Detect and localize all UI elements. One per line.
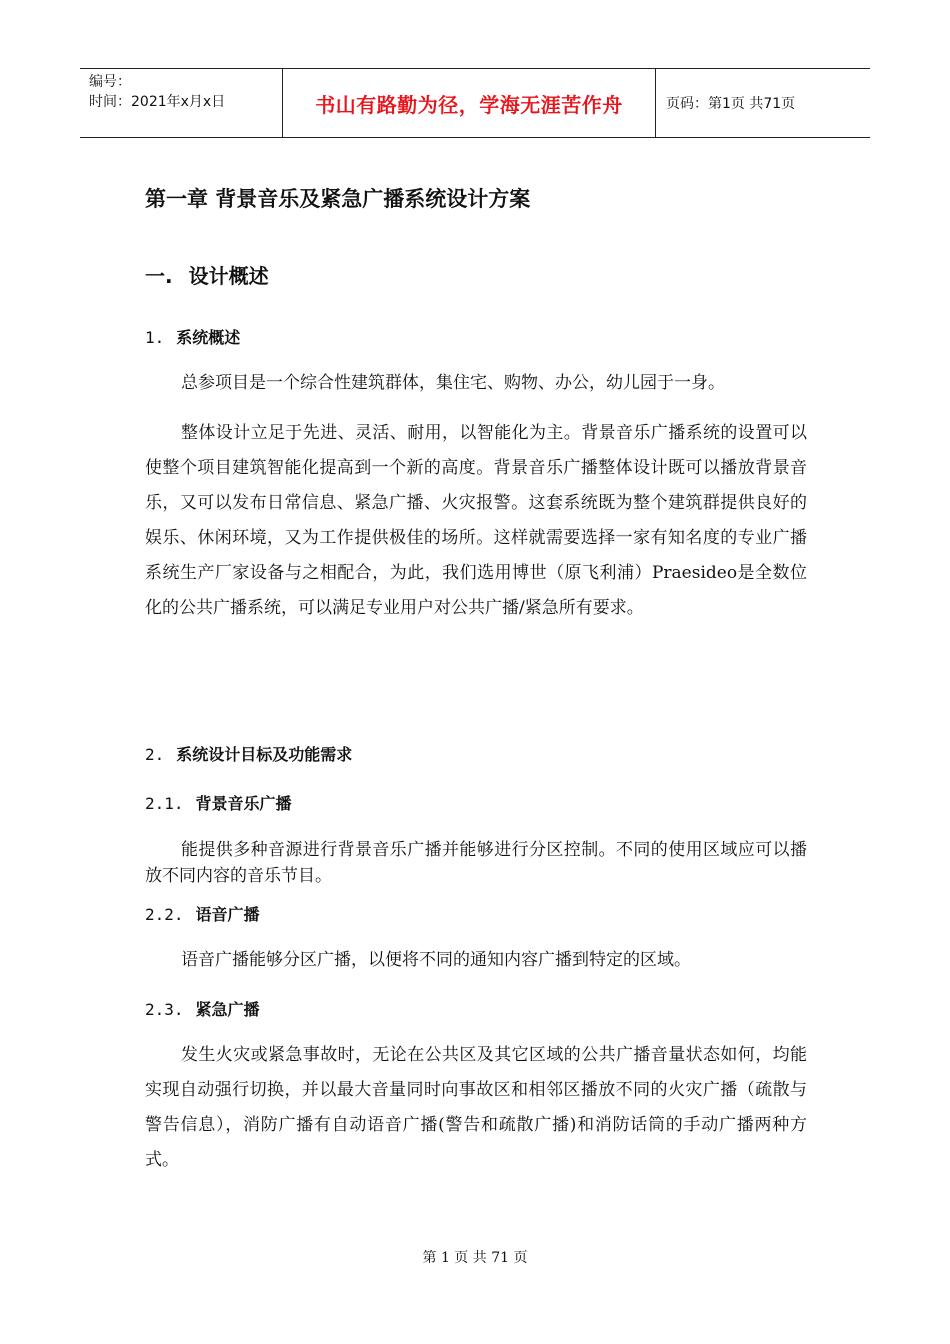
chapter-title: 第一章 背景音乐及紧急广播系统设计方案 bbox=[145, 187, 531, 211]
heading-title: 背景音乐广播 bbox=[195, 794, 292, 813]
heading-number: 1. bbox=[145, 328, 165, 347]
document-number-label: 编号： bbox=[89, 74, 131, 90]
paragraph-voice-broadcast: 语音广播能够分区广播，以便将不同的通知内容广播到特定的区域。 bbox=[181, 950, 691, 970]
heading-title: 系统概述 bbox=[176, 328, 241, 347]
header-meta bbox=[80, 69, 282, 137]
section-number: 一. bbox=[145, 264, 173, 288]
heading-number: 2.1. bbox=[145, 794, 184, 813]
header-motto-cell bbox=[282, 69, 656, 137]
header-page-info-cell bbox=[656, 69, 870, 137]
header-motto: 书山有路勤为径，学海无涯苦作舟 bbox=[315, 92, 623, 117]
heading-design-goals bbox=[145, 742, 352, 765]
paragraph-background-music: 能提供多种音源进行背景音乐广播并能够进行分区控制。不同的使用区域应可以播放不同内容的音乐节目。 bbox=[145, 840, 807, 886]
heading-number: 2.2. bbox=[145, 905, 184, 924]
heading-title: 语音广播 bbox=[195, 905, 260, 924]
page-header bbox=[80, 68, 870, 138]
heading-voice-broadcast bbox=[145, 902, 260, 925]
paragraph-project-intro: 总参项目是一个综合性建筑群体，集住宅、购物、办公，幼儿园于一身。 bbox=[181, 373, 725, 393]
heading-emergency-broadcast bbox=[145, 997, 260, 1020]
heading-system-overview bbox=[145, 325, 240, 348]
heading-number: 2.3. bbox=[145, 1000, 184, 1019]
paragraph-overall-design: 整体设计立足于先进、灵活、耐用，以智能化为主。背景音乐广播系统的设置可以使整个项目建筑智能化提高到一个新的高度。背景音乐广播整体设计既可以播放背景音乐，又可以发布日常信息、紧急广播、火灾报警。这套系统既为整个建筑群提供良好的娱乐、休闲环境，又为工作提供极佳的场所。这样就需要选择一家有知名度的专业广播系统生产厂家设备与之相配合，为此，我们选用博世（原飞利浦）Praesideo是全数位化的公共广播系统，可以满足专业用户对公共广播/紧急所有要求。 bbox=[145, 423, 807, 618]
page-footer: 第 1 页 共 71 页 bbox=[422, 1250, 528, 1266]
paragraph-emergency-broadcast: 发生火灾或紧急事故时，无论在公共区及其它区域的公共广播音量状态如何，均能实现自动强行切换，并以最大音量同时向事故区和相邻区播放不同的火灾广播（疏散与警告信息），消防广播有自动语音广播(警告和疏散广播)和消防话筒的手动广播两种方式。 bbox=[145, 1045, 807, 1170]
heading-title: 系统设计目标及功能需求 bbox=[176, 745, 353, 764]
section-title: 设计概述 bbox=[188, 264, 269, 288]
document-time: 时间：2021年x月x日 bbox=[89, 94, 226, 110]
section-heading-design-overview bbox=[145, 260, 269, 289]
heading-background-music bbox=[145, 791, 292, 814]
heading-title: 紧急广播 bbox=[195, 1000, 260, 1019]
header-page-info: 页码：第1页 共71页 bbox=[666, 96, 796, 112]
heading-number: 2. bbox=[145, 745, 165, 764]
